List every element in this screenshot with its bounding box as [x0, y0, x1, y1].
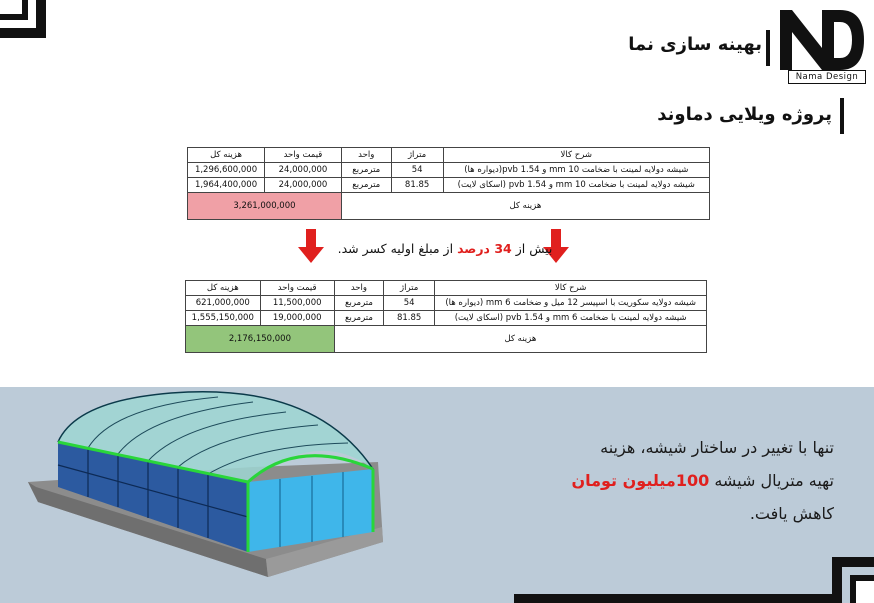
- table-row: [186, 311, 707, 326]
- col-unit: واحد: [341, 148, 391, 163]
- col-unit-price: قیمت واحد: [260, 281, 334, 296]
- summary-line-1: تنها با تغییر در ساختار شیشه، هزینه: [600, 438, 834, 457]
- header-title: بهینه سازی نما: [628, 34, 762, 55]
- cell-description: شیشه دولایه لمینت با ضخامت 6 mm و 1.54 pvb (اسکای لایت): [435, 311, 707, 326]
- total-label: هزینه کل: [334, 326, 706, 353]
- col-unit-price: قیمت واحد: [265, 148, 342, 163]
- cell-total: 1,555,150,000: [186, 311, 261, 326]
- summary-band: [0, 387, 874, 603]
- table-total-row: [188, 193, 710, 220]
- cell-total: 1,296,600,000: [188, 163, 265, 178]
- cell-unit: مترمربع: [334, 311, 383, 326]
- table-row: [186, 296, 707, 311]
- total-label: هزینه کل: [341, 193, 709, 220]
- cell-area: 54: [384, 296, 435, 311]
- total-value: 2,176,150,000: [186, 326, 335, 353]
- cost-table-after: [185, 280, 707, 353]
- bottom-accent-bar: [514, 594, 874, 603]
- corner-decoration-bottom-right: [832, 557, 874, 603]
- table-row: [188, 163, 710, 178]
- project-title: پروژه ویلایی دماوند: [657, 104, 832, 125]
- cell-area: 81.85: [384, 311, 435, 326]
- summary-text: [534, 431, 834, 530]
- cell-area: 54: [391, 163, 443, 178]
- col-description: شرح کالا: [443, 148, 709, 163]
- cell-unit-price: 11,500,000: [260, 296, 334, 311]
- cell-description: شیشه دولایه لمینت با ضخامت 10 mm و 1.54 pvb (اسکای لایت): [443, 178, 709, 193]
- col-description: شرح کالا: [435, 281, 707, 296]
- summary-line-2-prefix: تهیه متریال شیشه: [714, 471, 834, 490]
- cell-total: 1,964,400,000: [188, 178, 265, 193]
- summary-line-3: کاهش یافت.: [749, 504, 834, 523]
- total-value: 3,261,000,000: [188, 193, 342, 220]
- cell-total: 621,000,000: [186, 296, 261, 311]
- corner-decoration-top-left: [0, 0, 46, 38]
- col-total: هزینه کل: [188, 148, 265, 163]
- cell-description: شیشه دولایه لمینت با ضخامت 10 mm و 1.54 pvb(دیواره ها): [443, 163, 709, 178]
- col-area: متراژ: [391, 148, 443, 163]
- cell-unit: مترمربع: [341, 178, 391, 193]
- cell-unit-price: 24,000,000: [265, 178, 342, 193]
- cost-table-before: [187, 147, 710, 220]
- cell-unit: مترمربع: [334, 296, 383, 311]
- summary-highlight: 100میلیون تومان: [571, 471, 710, 490]
- cell-area: 81.85: [391, 178, 443, 193]
- cell-unit-price: 24,000,000: [265, 163, 342, 178]
- col-area: متراژ: [384, 281, 435, 296]
- table-header-row: [188, 148, 710, 163]
- table-row: [188, 178, 710, 193]
- col-unit: واحد: [334, 281, 383, 296]
- reduction-percent: 34 درصد: [457, 241, 512, 256]
- table-total-row: [186, 326, 707, 353]
- col-total: هزینه کل: [186, 281, 261, 296]
- glass-roof-render: [18, 387, 398, 603]
- cell-unit: مترمربع: [341, 163, 391, 178]
- down-arrow-icon: [298, 229, 324, 263]
- reduction-prefix: بیش از: [515, 241, 553, 256]
- cell-description: شیشه دولایه سکوریت با اسپیسر 12 میل و ضخامت 6 mm (دیواره ها): [435, 296, 707, 311]
- table-header-row: [186, 281, 707, 296]
- summary-line-2: [534, 464, 834, 497]
- project-title-divider: [840, 98, 844, 134]
- cell-unit-price: 19,000,000: [260, 311, 334, 326]
- reduction-note: [325, 241, 565, 256]
- logo-caption: Nama Design: [788, 70, 866, 84]
- reduction-suffix: از مبلغ اولیه کسر شد.: [337, 241, 454, 256]
